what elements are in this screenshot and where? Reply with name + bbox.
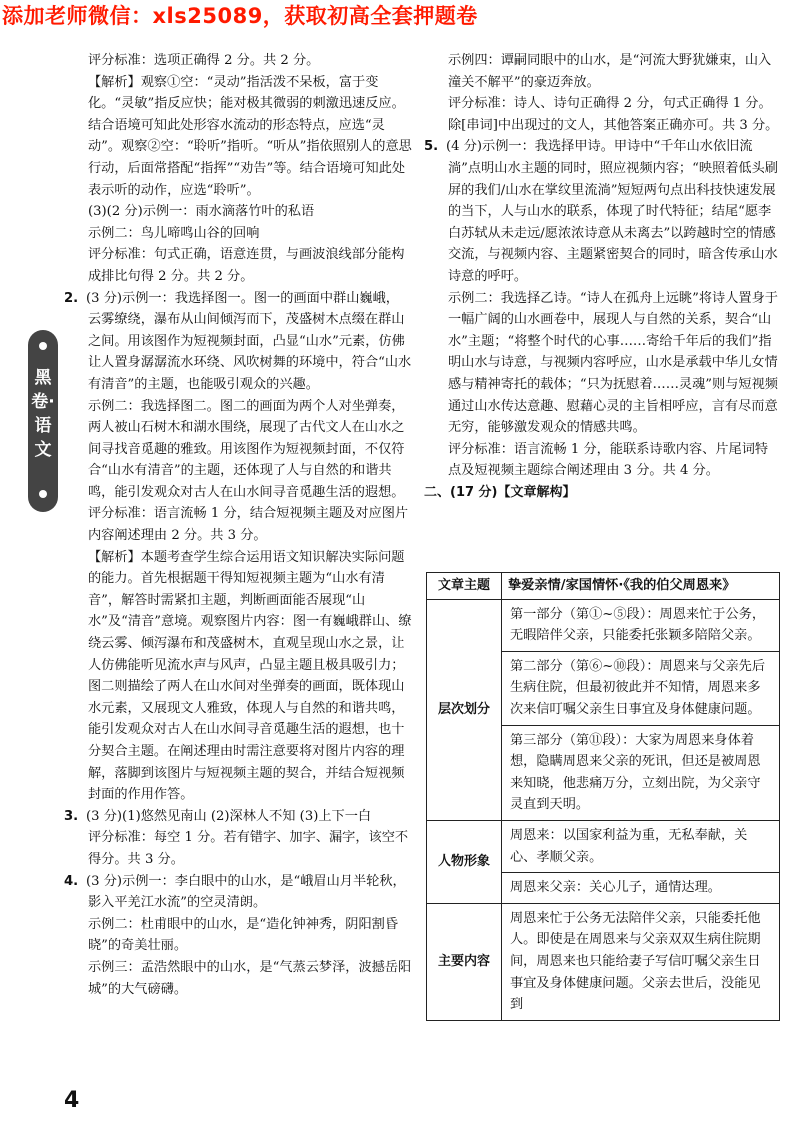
tab-dot-bottom — [39, 490, 47, 498]
answer-line: (3)(2 分)示例一：雨水滴落竹叶的私语 — [88, 204, 315, 220]
analysis-text: 【解析】观察①空：“灵动”指活泼不呆板，富于变化。“灵敏”指反应快；能对极其微弱的刺激迅速反应。结合语境可知此处形容水流动的形态特点，应选“灵动”。观察②空：“聆听”指听。“听从”指依照别人的意思行动，后面常搭配“指挥”“劝告”等。结合语境可知此处表示听的动作，应选“聆听”。 — [88, 74, 412, 198]
row-value — [502, 599, 780, 820]
analysis-text: 【解析】本题考查学生综合运用语文知识解决实际问题的能力。首先根据题干得知短视频主题为“山水有清音”，解答时需紧扣主题，判断画面能否展现“山水”及“清音”意境。观察图片内容：图一有巍峨群山、缭绕云雾、倾泻瀑布和茂盛树木，直观呈现山水之景，让人仿佛能听见流水声与风声，凸显主题且极具吸引力；图二则描绘了两人在山水间对坐弹奏的画面，既体现山水元素，又展现文人雅致，体现人与自然的和谐共鸣，能引发观众对古人在山水间寻音觅趣生活的遐想，也十分契合主题。在阐述理由时需注意要将对图片内容的理解，落脚到该图片与短视频主题的契合，并结合短视频封面的作用作答。 — [88, 549, 412, 803]
row-label: 主要内容 — [427, 903, 502, 1020]
section-heading: 二、(17 分)【文章解构】 — [424, 484, 576, 500]
character-item: 周恩来父亲：关心儿子，通情达理。 — [502, 872, 779, 903]
table-row — [427, 573, 780, 600]
question-number: 5. — [424, 139, 439, 155]
table-row — [427, 599, 780, 820]
scoring-note: 评分标准：诗人、诗句正确得 2 分，句式正确得 1 分。除[串词]中出现过的文人，其他答案正确亦可。共 3 分。 — [448, 96, 779, 133]
answer-line: 示例二：鸟儿啼鸣山谷的回响 — [88, 225, 260, 241]
answer-line: 示例三：孟浩然眼中的山水，是“气蒸云梦泽，波撼岳阳城”的大气磅礴。 — [88, 959, 412, 997]
layer-item: 第二部分（第⑥~⑩段）：周恩来与父亲先后生病住院，但最初彼此并不知情，周恩来多次来信叮嘱父亲生日事宜及身体健康问题。 — [502, 651, 779, 725]
answer-text: (3 分)示例一：李白眼中的山水，是“峨眉山月半轮秋，影入平羌江水流”的空灵清朗。 — [86, 873, 406, 911]
answer-text: (3 分)(1)悠然见南山 (2)深林人不知 (3)上下一白 — [86, 808, 372, 824]
table-row — [427, 820, 780, 903]
row-value: 周恩来忙于公务无法陪伴父亲，只能委托他人。即使是在周恩来与父亲双双生病住院期间，周恩来也只能给妻子写信叮嘱父亲生日事宜及身体健康问题。父亲去世后，没能见到 — [502, 903, 780, 1020]
question-number: 2. — [64, 290, 79, 306]
scoring-note: 评分标准：语言流畅 1 分，能联系诗歌内容、片尾词特点及短视频主题综合阐述理由 3 分。共 4 分。 — [448, 441, 769, 479]
answer-line: 示例四：谭嗣同眼中的山水，是“河流大野犹嫌束，山入潼关不解平”的豪迈奔放。 — [448, 53, 772, 90]
row-value: 挚爱亲情/家国情怀·《我的伯父周恩来》 — [502, 573, 780, 600]
question-2-answer — [64, 288, 412, 396]
table-row — [427, 903, 780, 1020]
left-column — [64, 50, 412, 1000]
structure-table — [426, 572, 780, 1021]
row-label: 文章主题 — [427, 573, 502, 600]
layer-item: 第三部分（第⑪段）：大家为周恩来身体着想，隐瞒周恩来父亲的死讯，但还是被周恩来知晓，他悲痛万分，立刻出院，为父亲守灵直到天明。 — [502, 725, 779, 820]
right-column — [424, 50, 780, 503]
scoring-note: 评分标准：选项正确得 2 分。共 2 分。 — [88, 53, 320, 68]
question-3-answer — [64, 806, 412, 828]
tab-dot-top — [39, 342, 47, 350]
answer-line: 示例二：我选择乙诗。“诗人在孤舟上远眺”将诗人置身于一幅广阔的山水画卷中，展现人与自然的关系，契合“山水”主题；“将整个时代的心事……寄给千年后的我们”指明山水与诗意，与视频内容呼应，山水是承载中华儿女情感与精神寄托的载体；“只为抚慰着……灵魂”则与短视频通过山水传达意趣、慰藉心灵的主旨相呼应，言有尽而意无穷，能够激发观众的情感共鸣。 — [448, 290, 778, 436]
layer-item: 第一部分（第①~⑤段）：周恩来忙于公务，无暇陪伴父亲，只能委托张颖多陪陪父亲。 — [510, 606, 766, 644]
promo-banner: 添加老师微信：xls25089，获取初高全套押题卷 — [0, 0, 472, 32]
side-tab-label: 黑卷·语文 — [31, 368, 55, 460]
page-number: 4 — [64, 1088, 80, 1113]
character-item: 周恩来：以国家利益为重，无私奉献，关心、孝顺父亲。 — [510, 827, 748, 865]
question-5-answer — [424, 136, 780, 287]
row-value — [502, 820, 780, 903]
scoring-note: 评分标准：句式正确，语意连贯，与画波浪线部分能构成排比句得 2 分。共 2 分。 — [88, 247, 405, 284]
scoring-note: 评分标准：每空 1 分。若有错字、加字、漏字，该空不得分。共 3 分。 — [88, 830, 409, 867]
question-4-answer — [64, 871, 412, 914]
answer-text: (4 分)示例一：我选择甲诗。甲诗中“千年山水依旧流淌”点明山水主题的同时，照应视频内容；“映照着低头刷屏的我们/山水在掌纹里流淌”短短两句点出科技快速发展的当下，人与山水的联系，体现了时代特征；结尾“愿李白苏轼从未走远/愿浓浓诗意从未离去”以跨越时空的情感交流，与视频内容、主题紧密契合的同时，暗含传承山水诗意的呼吁。 — [446, 139, 778, 284]
question-number: 4. — [64, 873, 79, 889]
row-label: 人物形象 — [427, 820, 502, 903]
row-label: 层次划分 — [427, 599, 502, 820]
answer-line: 示例二：我选择图二。图二的画面为两个人对坐弹奏，两人被山石树木和湖水围绕，展现了古代文人在山水之间寻找音觅趣的雅致。用该图作为短视频封面，不仅符合“山水有清音”的主题，还体现了人与自然的和谐共鸣，能引发观众对古人在山水间寻音觅趣生活的遐想。 — [88, 398, 405, 500]
answer-line: 示例二：杜甫眼中的山水，是“造化钟神秀，阴阳割昏晓”的奇美壮丽。 — [88, 916, 399, 954]
scoring-note: 评分标准：语言流畅 1 分，结合短视频主题及对应图片内容阐述理由 2 分。共 3 分。 — [88, 506, 409, 544]
question-number: 3. — [64, 808, 79, 824]
answer-text: (3 分)示例一：我选择图一。图一的画面中群山巍峨，云雾缭绕，瀑布从山间倾泻而下，茂盛树木点缀在群山之间。用该图作为短视频封面，凸显“山水”元素，仿佛让人置身潺潺流水环绕、风吹树舞的环境中，符合“山水有清音”的主题，也能吸引观众的兴趣。 — [86, 290, 412, 392]
side-tab — [28, 330, 58, 512]
